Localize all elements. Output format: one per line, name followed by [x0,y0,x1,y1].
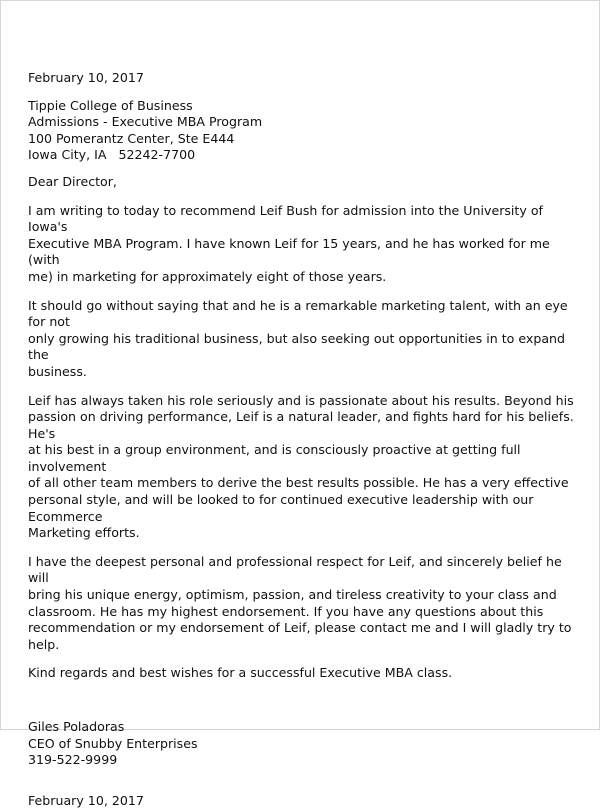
signer-name: Giles Poladoras [28,719,125,734]
recipient-line-4: Iowa City, IA 52242-7700 [28,147,196,163]
recipient-line-2: Admissions - Executive MBA Program [28,114,263,130]
paragraph-talent: It should go without saying that and he is a remarkable marketing talent, with an eye for not only growing his traditional business, but also seeking out opportunities in to expand the business. [28,297,568,379]
signature-block [28,719,578,769]
paragraph-leadership: Leif has always taken his role seriously and is passionate about his results. Beyond his passion on driving performance, Leif is a natural leader, and fights hard for his beliefs. He's at his best in a group environment, and is consciously proactive at getting full involvement of all other team members to derive the best results possible. He has a very effective personal style, and will be looked to for continued executive leadership with our Ecommerce Marketing efforts. [28,392,574,541]
signer-phone: 319-522-9999 [28,752,118,768]
letter-date-bottom: February 10, 2017 [28,792,144,808]
paragraph-intro: I am writing to today to recommend Leif Bush for admission into the University of Iowa's Executive MBA Program. I have known Leif for 15 years, and he has worked for me (with me) in marketing for approximately eight of those years. [28,202,550,284]
salutation: Dear Director, [28,173,117,189]
recommendation-letter [28,70,578,809]
paragraph-endorsement: I have the deepest personal and professional respect for Leif, and sincerely belief he will bring his unique energy, optimism, passion, and tireless creativity to your class and classroom. He has my highest endorsement. If you have any questions about this recommendation or my endorsement of Leif, please contact me and I will gladly try to help. [28,553,572,652]
closing-line: Kind regards and best wishes for a successful Executive MBA class. [28,665,453,681]
letter-date: February 10, 2017 [28,70,144,85]
signer-title: CEO of Snubby Enterprises [28,735,198,751]
recipient-line-1: Tippie College of Business [28,97,193,113]
recipient-line-3: 100 Pomerantz Center, Ste E444 [28,130,235,146]
recipient-address [28,98,578,164]
